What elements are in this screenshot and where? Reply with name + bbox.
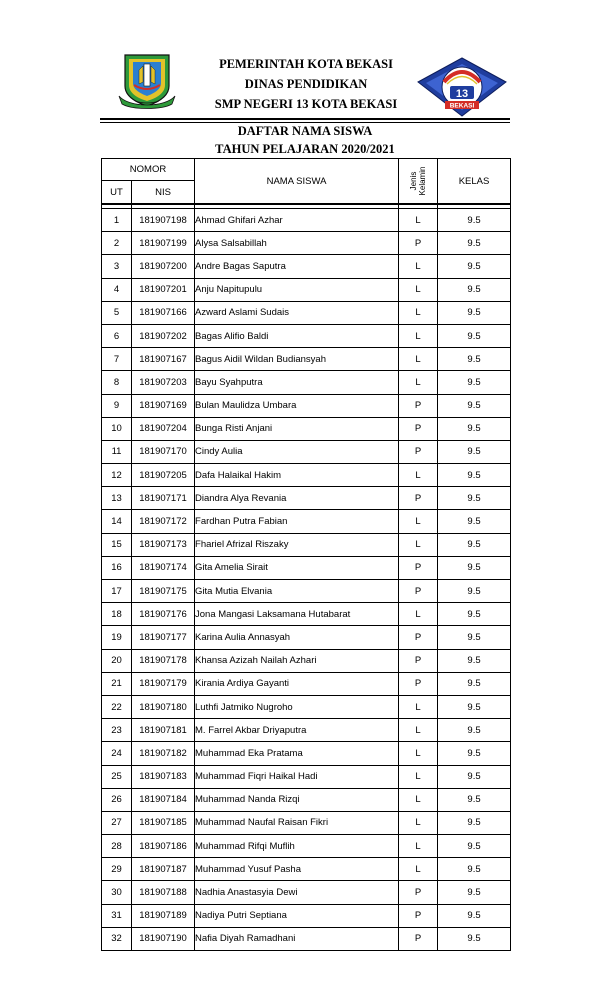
row-number: 7 bbox=[102, 348, 132, 371]
row-student-name: Ahmad Ghifari Azhar bbox=[195, 209, 399, 232]
row-gender: P bbox=[399, 649, 438, 672]
row-student-name: Muhammad Naufal Raisan Fikri bbox=[195, 811, 399, 834]
row-number: 18 bbox=[102, 603, 132, 626]
row-number: 32 bbox=[102, 927, 132, 950]
table-row bbox=[102, 348, 511, 371]
row-gender: L bbox=[399, 742, 438, 765]
row-nis: 181907182 bbox=[132, 742, 195, 765]
row-class: 9.5 bbox=[438, 394, 511, 417]
row-nis: 181907179 bbox=[132, 672, 195, 695]
smpn13-school-logo-icon bbox=[414, 56, 510, 118]
row-class: 9.5 bbox=[438, 904, 511, 927]
row-class: 9.5 bbox=[438, 301, 511, 324]
row-student-name: Bagas Alifio Baldi bbox=[195, 324, 399, 347]
row-gender: L bbox=[399, 858, 438, 881]
row-gender: L bbox=[399, 348, 438, 371]
table-row bbox=[102, 904, 511, 927]
row-class: 9.5 bbox=[438, 232, 511, 255]
row-class: 9.5 bbox=[438, 695, 511, 718]
row-number: 19 bbox=[102, 626, 132, 649]
row-student-name: Kirania Ardiya Gayanti bbox=[195, 672, 399, 695]
row-gender: L bbox=[399, 301, 438, 324]
table-row bbox=[102, 232, 511, 255]
row-class: 9.5 bbox=[438, 371, 511, 394]
row-number: 6 bbox=[102, 324, 132, 347]
row-number: 3 bbox=[102, 255, 132, 278]
row-nis: 181907176 bbox=[132, 603, 195, 626]
row-student-name: Bagus Aidil Wildan Budiansyah bbox=[195, 348, 399, 371]
row-gender: P bbox=[399, 394, 438, 417]
table-row bbox=[102, 580, 511, 603]
row-gender: P bbox=[399, 626, 438, 649]
row-student-name: Muhammad Nanda Rizqi bbox=[195, 788, 399, 811]
header-divider-thick bbox=[100, 118, 510, 120]
row-gender: L bbox=[399, 765, 438, 788]
row-student-name: Dafa Halaikal Hakim bbox=[195, 464, 399, 487]
row-class: 9.5 bbox=[438, 278, 511, 301]
row-nis: 181907189 bbox=[132, 904, 195, 927]
table-row bbox=[102, 394, 511, 417]
row-student-name: Alysa Salsabillah bbox=[195, 232, 399, 255]
row-number: 9 bbox=[102, 394, 132, 417]
row-number: 8 bbox=[102, 371, 132, 394]
table-row bbox=[102, 927, 511, 950]
row-student-name: Muhammad Eka Pratama bbox=[195, 742, 399, 765]
row-nis: 181907169 bbox=[132, 394, 195, 417]
row-student-name: Bunga Risti Anjani bbox=[195, 417, 399, 440]
row-class: 9.5 bbox=[438, 811, 511, 834]
row-number: 12 bbox=[102, 464, 132, 487]
row-class: 9.5 bbox=[438, 788, 511, 811]
row-number: 13 bbox=[102, 487, 132, 510]
row-student-name: Diandra Alya Revania bbox=[195, 487, 399, 510]
row-nis: 181907203 bbox=[132, 371, 195, 394]
table-row bbox=[102, 742, 511, 765]
row-nis: 181907173 bbox=[132, 533, 195, 556]
row-gender: L bbox=[399, 510, 438, 533]
row-number: 10 bbox=[102, 417, 132, 440]
row-class: 9.5 bbox=[438, 649, 511, 672]
row-number: 25 bbox=[102, 765, 132, 788]
row-gender: P bbox=[399, 487, 438, 510]
header-government-line: PEMERINTAH KOTA BEKASI bbox=[219, 57, 393, 71]
academic-year-title: TAHUN PELAJARAN 2020/2021 bbox=[215, 142, 395, 156]
row-nis: 181907184 bbox=[132, 788, 195, 811]
row-gender: L bbox=[399, 209, 438, 232]
row-number: 30 bbox=[102, 881, 132, 904]
row-number: 24 bbox=[102, 742, 132, 765]
roster-body bbox=[102, 204, 511, 951]
row-nis: 181907167 bbox=[132, 348, 195, 371]
table-row bbox=[102, 626, 511, 649]
row-student-name: Fhariel Afrizal Riszaky bbox=[195, 533, 399, 556]
row-number: 16 bbox=[102, 556, 132, 579]
row-gender: L bbox=[399, 603, 438, 626]
row-nis: 181907198 bbox=[132, 209, 195, 232]
row-class: 9.5 bbox=[438, 858, 511, 881]
row-nis: 181907190 bbox=[132, 927, 195, 950]
row-class: 9.5 bbox=[438, 927, 511, 950]
row-gender: L bbox=[399, 695, 438, 718]
row-number: 5 bbox=[102, 301, 132, 324]
row-gender: L bbox=[399, 719, 438, 742]
table-row bbox=[102, 371, 511, 394]
row-class: 9.5 bbox=[438, 742, 511, 765]
row-number: 1 bbox=[102, 209, 132, 232]
logo-number: 13 bbox=[455, 88, 469, 100]
table-row bbox=[102, 533, 511, 556]
row-number: 17 bbox=[102, 580, 132, 603]
row-nis: 181907175 bbox=[132, 580, 195, 603]
row-nis: 181907204 bbox=[132, 417, 195, 440]
table-row bbox=[102, 811, 511, 834]
row-gender: P bbox=[399, 881, 438, 904]
table-row bbox=[102, 603, 511, 626]
row-nis: 181907171 bbox=[132, 487, 195, 510]
table-row bbox=[102, 649, 511, 672]
row-nis: 181907172 bbox=[132, 510, 195, 533]
row-student-name: Nafia Diyah Ramadhani bbox=[195, 927, 399, 950]
row-nis: 181907199 bbox=[132, 232, 195, 255]
row-number: 29 bbox=[102, 858, 132, 881]
row-gender: L bbox=[399, 324, 438, 347]
row-class: 9.5 bbox=[438, 881, 511, 904]
row-student-name: Bayu Syahputra bbox=[195, 371, 399, 394]
table-row bbox=[102, 417, 511, 440]
row-student-name: Anju Napitupulu bbox=[195, 278, 399, 301]
column-header-nis: NIS bbox=[132, 181, 195, 204]
row-gender: L bbox=[399, 835, 438, 858]
row-gender: L bbox=[399, 278, 438, 301]
table-row bbox=[102, 858, 511, 881]
row-nis: 181907166 bbox=[132, 301, 195, 324]
row-nis: 181907201 bbox=[132, 278, 195, 301]
row-gender: P bbox=[399, 232, 438, 255]
student-roster-table bbox=[101, 158, 511, 951]
row-gender: P bbox=[399, 672, 438, 695]
row-class: 9.5 bbox=[438, 510, 511, 533]
row-student-name: M. Farrel Akbar Driyaputra bbox=[195, 719, 399, 742]
row-number: 27 bbox=[102, 811, 132, 834]
table-row bbox=[102, 487, 511, 510]
header-department-line: DINAS PENDIDIKAN bbox=[244, 77, 368, 91]
row-student-name: Muhammad Yusuf Pasha bbox=[195, 858, 399, 881]
row-gender: L bbox=[399, 788, 438, 811]
row-student-name: Khansa Azizah Nailah Azhari bbox=[195, 649, 399, 672]
row-number: 23 bbox=[102, 719, 132, 742]
row-student-name: Andre Bagas Saputra bbox=[195, 255, 399, 278]
row-class: 9.5 bbox=[438, 672, 511, 695]
row-number: 26 bbox=[102, 788, 132, 811]
column-header-nama-siswa: NAMA SISWA bbox=[195, 159, 399, 205]
row-student-name: Luthfi Jatmiko Nugroho bbox=[195, 695, 399, 718]
row-nis: 181907180 bbox=[132, 695, 195, 718]
row-number: 20 bbox=[102, 649, 132, 672]
column-header-jenis-kelamin: Jenis Kelamin bbox=[409, 166, 428, 196]
row-student-name: Muhammad Fiqri Haikal Hadi bbox=[195, 765, 399, 788]
table-row bbox=[102, 788, 511, 811]
row-nis: 181907181 bbox=[132, 719, 195, 742]
row-gender: P bbox=[399, 417, 438, 440]
row-nis: 181907205 bbox=[132, 464, 195, 487]
document-title: DAFTAR NAMA SISWA bbox=[237, 124, 373, 138]
row-class: 9.5 bbox=[438, 626, 511, 649]
table-row bbox=[102, 695, 511, 718]
row-class: 9.5 bbox=[438, 835, 511, 858]
row-gender: P bbox=[399, 580, 438, 603]
row-class: 9.5 bbox=[438, 209, 511, 232]
row-student-name: Karina Aulia Annasyah bbox=[195, 626, 399, 649]
row-student-name: Gita Amelia Sirait bbox=[195, 556, 399, 579]
row-gender: L bbox=[399, 371, 438, 394]
column-header-ut: UT bbox=[102, 181, 132, 204]
row-nis: 181907170 bbox=[132, 440, 195, 463]
row-student-name: Nadiya Putri Septiana bbox=[195, 904, 399, 927]
kota-bekasi-emblem-icon bbox=[117, 52, 177, 110]
table-row bbox=[102, 556, 511, 579]
row-class: 9.5 bbox=[438, 533, 511, 556]
row-gender: P bbox=[399, 440, 438, 463]
row-student-name: Azward Aslami Sudais bbox=[195, 301, 399, 324]
table-row bbox=[102, 672, 511, 695]
column-header-jenis-kelamin-cell bbox=[399, 159, 438, 205]
row-nis: 181907186 bbox=[132, 835, 195, 858]
row-nis: 181907188 bbox=[132, 881, 195, 904]
table-row bbox=[102, 209, 511, 232]
row-class: 9.5 bbox=[438, 324, 511, 347]
row-class: 9.5 bbox=[438, 464, 511, 487]
row-number: 11 bbox=[102, 440, 132, 463]
row-number: 4 bbox=[102, 278, 132, 301]
row-class: 9.5 bbox=[438, 487, 511, 510]
row-nis: 181907200 bbox=[132, 255, 195, 278]
row-class: 9.5 bbox=[438, 603, 511, 626]
row-number: 21 bbox=[102, 672, 132, 695]
column-header-nomor: NOMOR bbox=[102, 159, 195, 181]
table-row bbox=[102, 510, 511, 533]
row-class: 9.5 bbox=[438, 580, 511, 603]
row-gender: P bbox=[399, 927, 438, 950]
row-class: 9.5 bbox=[438, 417, 511, 440]
table-row bbox=[102, 301, 511, 324]
row-gender: L bbox=[399, 255, 438, 278]
table-row bbox=[102, 440, 511, 463]
row-nis: 181907187 bbox=[132, 858, 195, 881]
row-nis: 181907185 bbox=[132, 811, 195, 834]
row-nis: 181907174 bbox=[132, 556, 195, 579]
row-nis: 181907178 bbox=[132, 649, 195, 672]
table-row bbox=[102, 765, 511, 788]
header-school-line: SMP NEGERI 13 KOTA BEKASI bbox=[214, 97, 398, 111]
column-header-kelas: KELAS bbox=[438, 159, 511, 205]
logo-city-word: BEKASI bbox=[449, 102, 475, 110]
table-row bbox=[102, 324, 511, 347]
row-student-name: Fardhan Putra Fabian bbox=[195, 510, 399, 533]
row-student-name: Bulan Maulidza Umbara bbox=[195, 394, 399, 417]
row-number: 22 bbox=[102, 695, 132, 718]
row-nis: 181907202 bbox=[132, 324, 195, 347]
row-nis: 181907183 bbox=[132, 765, 195, 788]
row-gender: L bbox=[399, 533, 438, 556]
table-row bbox=[102, 255, 511, 278]
row-class: 9.5 bbox=[438, 765, 511, 788]
table-row bbox=[102, 881, 511, 904]
table-row bbox=[102, 719, 511, 742]
row-number: 15 bbox=[102, 533, 132, 556]
row-class: 9.5 bbox=[438, 348, 511, 371]
row-student-name: Nadhia Anastasyia Dewi bbox=[195, 881, 399, 904]
row-class: 9.5 bbox=[438, 440, 511, 463]
row-nis: 181907177 bbox=[132, 626, 195, 649]
row-number: 2 bbox=[102, 232, 132, 255]
row-gender: L bbox=[399, 464, 438, 487]
row-class: 9.5 bbox=[438, 556, 511, 579]
table-row bbox=[102, 464, 511, 487]
row-number: 31 bbox=[102, 904, 132, 927]
row-gender: L bbox=[399, 811, 438, 834]
row-gender: P bbox=[399, 904, 438, 927]
row-student-name: Cindy Aulia bbox=[195, 440, 399, 463]
row-class: 9.5 bbox=[438, 719, 511, 742]
row-number: 28 bbox=[102, 835, 132, 858]
row-student-name: Muhammad Rifqi Muflih bbox=[195, 835, 399, 858]
row-number: 14 bbox=[102, 510, 132, 533]
row-class: 9.5 bbox=[438, 255, 511, 278]
row-student-name: Jona Mangasi Laksamana Hutabarat bbox=[195, 603, 399, 626]
table-row bbox=[102, 835, 511, 858]
row-gender: P bbox=[399, 556, 438, 579]
table-row bbox=[102, 278, 511, 301]
row-student-name: Gita Mutia Elvania bbox=[195, 580, 399, 603]
